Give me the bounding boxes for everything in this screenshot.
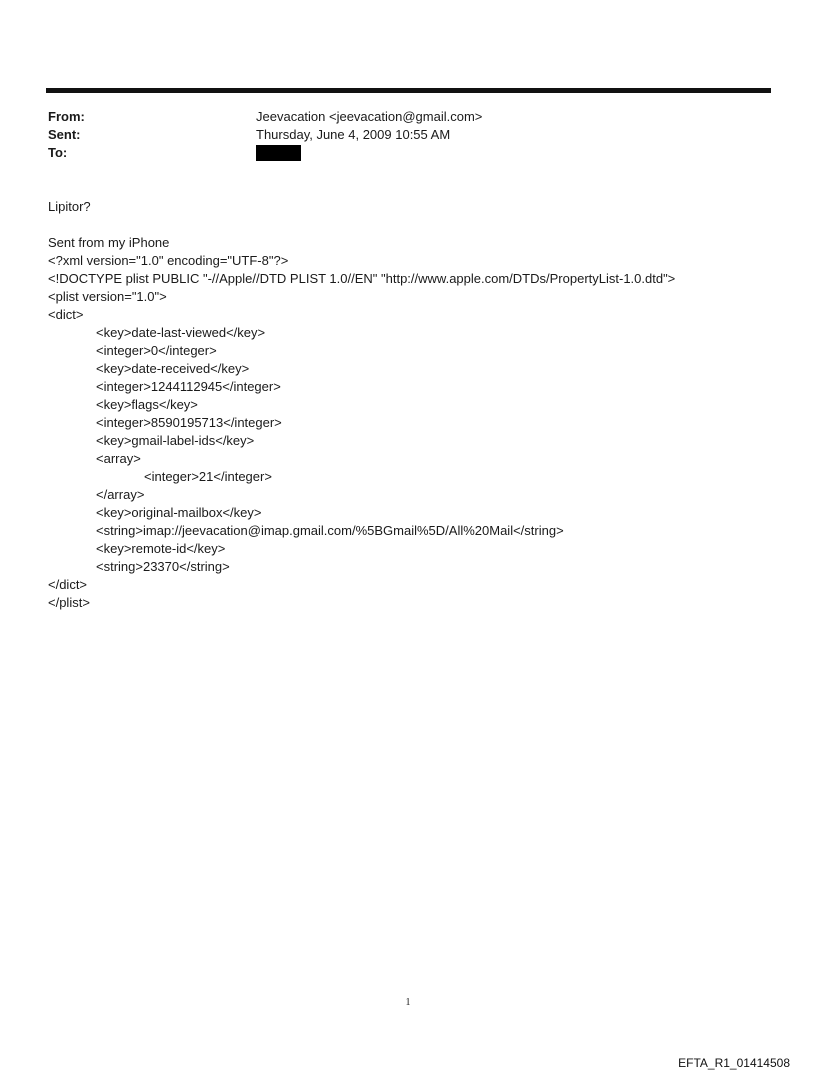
email-body [48,198,788,612]
header-divider [46,88,771,93]
from-label: From: [48,109,85,124]
paragraph-gap [48,216,788,234]
plist-line: <array> [96,451,141,466]
email-header [48,108,768,162]
plist-line: <key>date-received</key> [96,361,250,376]
plist-line: <string>imap://jeevacation@imap.gmail.com/%5BGmail%5D/All%20Mail</string> [96,523,564,538]
sent-label: Sent: [48,127,81,142]
plist-line: <key>date-last-viewed</key> [96,325,266,340]
sent-value: Thursday, June 4, 2009 10:55 AM [256,127,451,142]
plist-line: <integer>1244112945</integer> [96,379,281,394]
xml-declaration-line: <?xml version="1.0" encoding="UTF-8"?> [48,253,289,268]
doctype-line: <!DOCTYPE plist PUBLIC "-//Apple//DTD PLIST 1.0//EN" "http://www.apple.com/DTDs/PropertyList-1.0.dtd"> [48,271,676,286]
sent-row [48,126,768,144]
plist-line: <string>23370</string> [96,559,230,574]
to-row [48,144,768,162]
document-id: EFTA_R1_01414508 [678,1056,790,1070]
signature-line: Sent from my iPhone [48,235,170,250]
dict-close-line: </dict> [48,577,88,592]
plist-line: <integer>8590195713</integer> [96,415,282,430]
plist-open-line: <plist version="1.0"> [48,289,167,304]
plist-close-line: </plist> [48,595,90,610]
plist-line: <key>remote-id</key> [96,541,226,556]
plist-line: <key>flags</key> [96,397,198,412]
dict-open-line: <dict> [48,307,84,322]
from-row [48,108,768,126]
plist-line: <key>original-mailbox</key> [96,505,262,520]
to-label: To: [48,145,68,160]
plist-line: <integer>0</integer> [96,343,217,358]
redaction-box [256,145,301,161]
page-number: 1 [405,997,411,1008]
plist-line: </array> [96,487,145,502]
from-value: Jeevacation <jeevacation@gmail.com> [256,109,483,124]
plist-line: <key>gmail-label-ids</key> [96,433,255,448]
plist-line: <integer>21</integer> [144,469,272,484]
greeting-line: Lipitor? [48,199,91,214]
